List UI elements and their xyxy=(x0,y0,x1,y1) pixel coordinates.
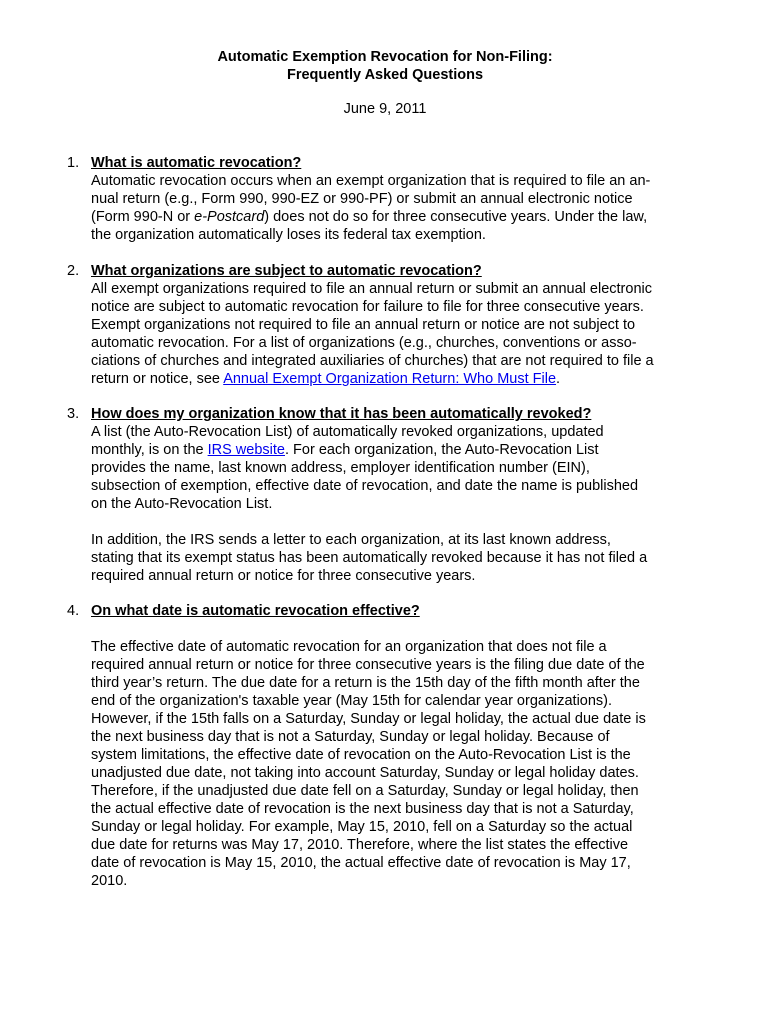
faq-2-line xyxy=(91,370,691,388)
faq-4-answer xyxy=(91,638,691,890)
faq-1-line: nual return (e.g., Form 990, 990-EZ or 990-PF) or submit an annual electronic notice xyxy=(91,191,633,207)
faq-3-answer xyxy=(91,423,691,513)
faq-2-line: ciations of churches and integrated auxiliaries of churches) that are not required to file a xyxy=(91,353,654,369)
faq-3-extra-line: stating that its exempt status has been automatically revoked because it has not filed a xyxy=(91,550,648,566)
faq-3-line xyxy=(91,441,691,459)
faq-2-answer xyxy=(91,280,691,388)
faq-2-number: 2. xyxy=(67,263,80,279)
faq-4-line: 2010. xyxy=(91,873,128,889)
faq-2-text: return or notice, see xyxy=(91,371,224,387)
faq-4-line: Therefore, if the unadjusted due date fell on a Saturday, Sunday or legal holiday, then xyxy=(91,783,639,799)
faq-2-line: All exempt organizations required to file an annual return or submit an annual electronic xyxy=(91,281,652,297)
faq-4-line: due date for returns was May 17, 2010. Therefore, where the list states the effective xyxy=(91,837,629,853)
epostcard-text: e-Postcard xyxy=(194,209,265,225)
faq-4-line: required annual return or notice for three consecutive years is the filing due date of the xyxy=(91,657,645,673)
faq-1-text: (Form 990-N or xyxy=(91,209,195,225)
faq-1-answer xyxy=(91,172,691,244)
faq-1-question: What is automatic revocation? xyxy=(91,155,302,171)
faq-4-line: the actual effective date of revocation is the next business day that is not a Saturday, xyxy=(91,801,634,817)
faq-4-line: However, if the 15th falls on a Saturday, Sunday or legal holiday, the actual due date is xyxy=(91,711,646,727)
faq-1-number: 1. xyxy=(67,155,80,171)
faq-3-line: provides the name, last known address, employer identification number (EIN), xyxy=(91,460,590,476)
faq-3-line: A list (the Auto-Revocation List) of automatically revoked organizations, updated xyxy=(91,424,604,440)
faq-1-line: the organization automatically loses its federal tax exemption. xyxy=(91,227,486,243)
faq-3-extra-line: required annual return or notice for three consecutive years. xyxy=(91,568,476,584)
title-line-1: Automatic Exemption Revocation for Non-Filing: xyxy=(217,49,553,65)
irs-website-link[interactable]: IRS website xyxy=(207,442,285,458)
faq-4-line: third year’s return. The due date for a return is the 15th day of the fifth month after the xyxy=(91,675,640,691)
faq-2-period: . xyxy=(556,371,561,387)
title-line-2: Frequently Asked Questions xyxy=(286,67,484,83)
who-must-file-link[interactable]: Annual Exempt Organization Return: Who Must File xyxy=(223,371,557,387)
faq-3-line: subsection of exemption, effective date of revocation, and date the name is published xyxy=(91,478,639,494)
faq-4-line: The effective date of automatic revocation for an organization that does not file a xyxy=(91,639,607,655)
faq-3-text: . For each organization, the Auto-Revocation List xyxy=(284,442,599,458)
faq-1-line: Automatic revocation occurs when an exempt organization that is required to file an an- xyxy=(91,173,651,189)
faq-4-question: On what date is automatic revocation effective? xyxy=(91,603,420,619)
faq-3-text: monthly, is on the xyxy=(91,442,208,458)
faq-4-line: date of revocation is May 15, 2010, the actual effective date of revocation is May 17, xyxy=(91,855,631,871)
faq-2-line: Exempt organizations not required to file an annual return or notice are not subject to xyxy=(91,317,636,333)
faq-2-line: notice are subject to automatic revocation for failure to file for three consecutive years. xyxy=(91,299,644,315)
faq-4-line: the next business day that is not a Saturday, Sunday or legal holiday. Because of xyxy=(91,729,610,745)
faq-1-text: ) does not do so for three consecutive years. Under the law, xyxy=(264,209,648,225)
faq-4-line: unadjusted due date, not taking into account Saturday, Sunday or legal holiday dates. xyxy=(91,765,639,781)
faq-4-line: system limitations, the effective date of revocation on the Auto-Revocation List is the xyxy=(91,747,631,763)
faq-4-line: Sunday or legal holiday. For example, May 15, 2010, fell on a Saturday so the actual xyxy=(91,819,633,835)
faq-1-line xyxy=(91,208,691,226)
faq-4-number: 4. xyxy=(67,603,80,619)
faq-4-line: end of the organization's taxable year (May 15th for calendar year organizations). xyxy=(91,693,613,709)
document-title xyxy=(0,48,770,84)
document-date: June 9, 2011 xyxy=(343,101,427,117)
faq-2-question: What organizations are subject to automatic revocation? xyxy=(91,263,482,279)
faq-3-line: on the Auto-Revocation List. xyxy=(91,496,273,512)
faq-3-extra-line: In addition, the IRS sends a letter to each organization, at its last known address, xyxy=(91,532,611,548)
faq-3-number: 3. xyxy=(67,406,80,422)
faq-2-line: automatic revocation. For a list of organizations (e.g., churches, conventions or asso- xyxy=(91,335,637,351)
faq-3-extra xyxy=(91,531,691,585)
faq-3-question: How does my organization know that it has been automatically revoked? xyxy=(91,406,592,422)
